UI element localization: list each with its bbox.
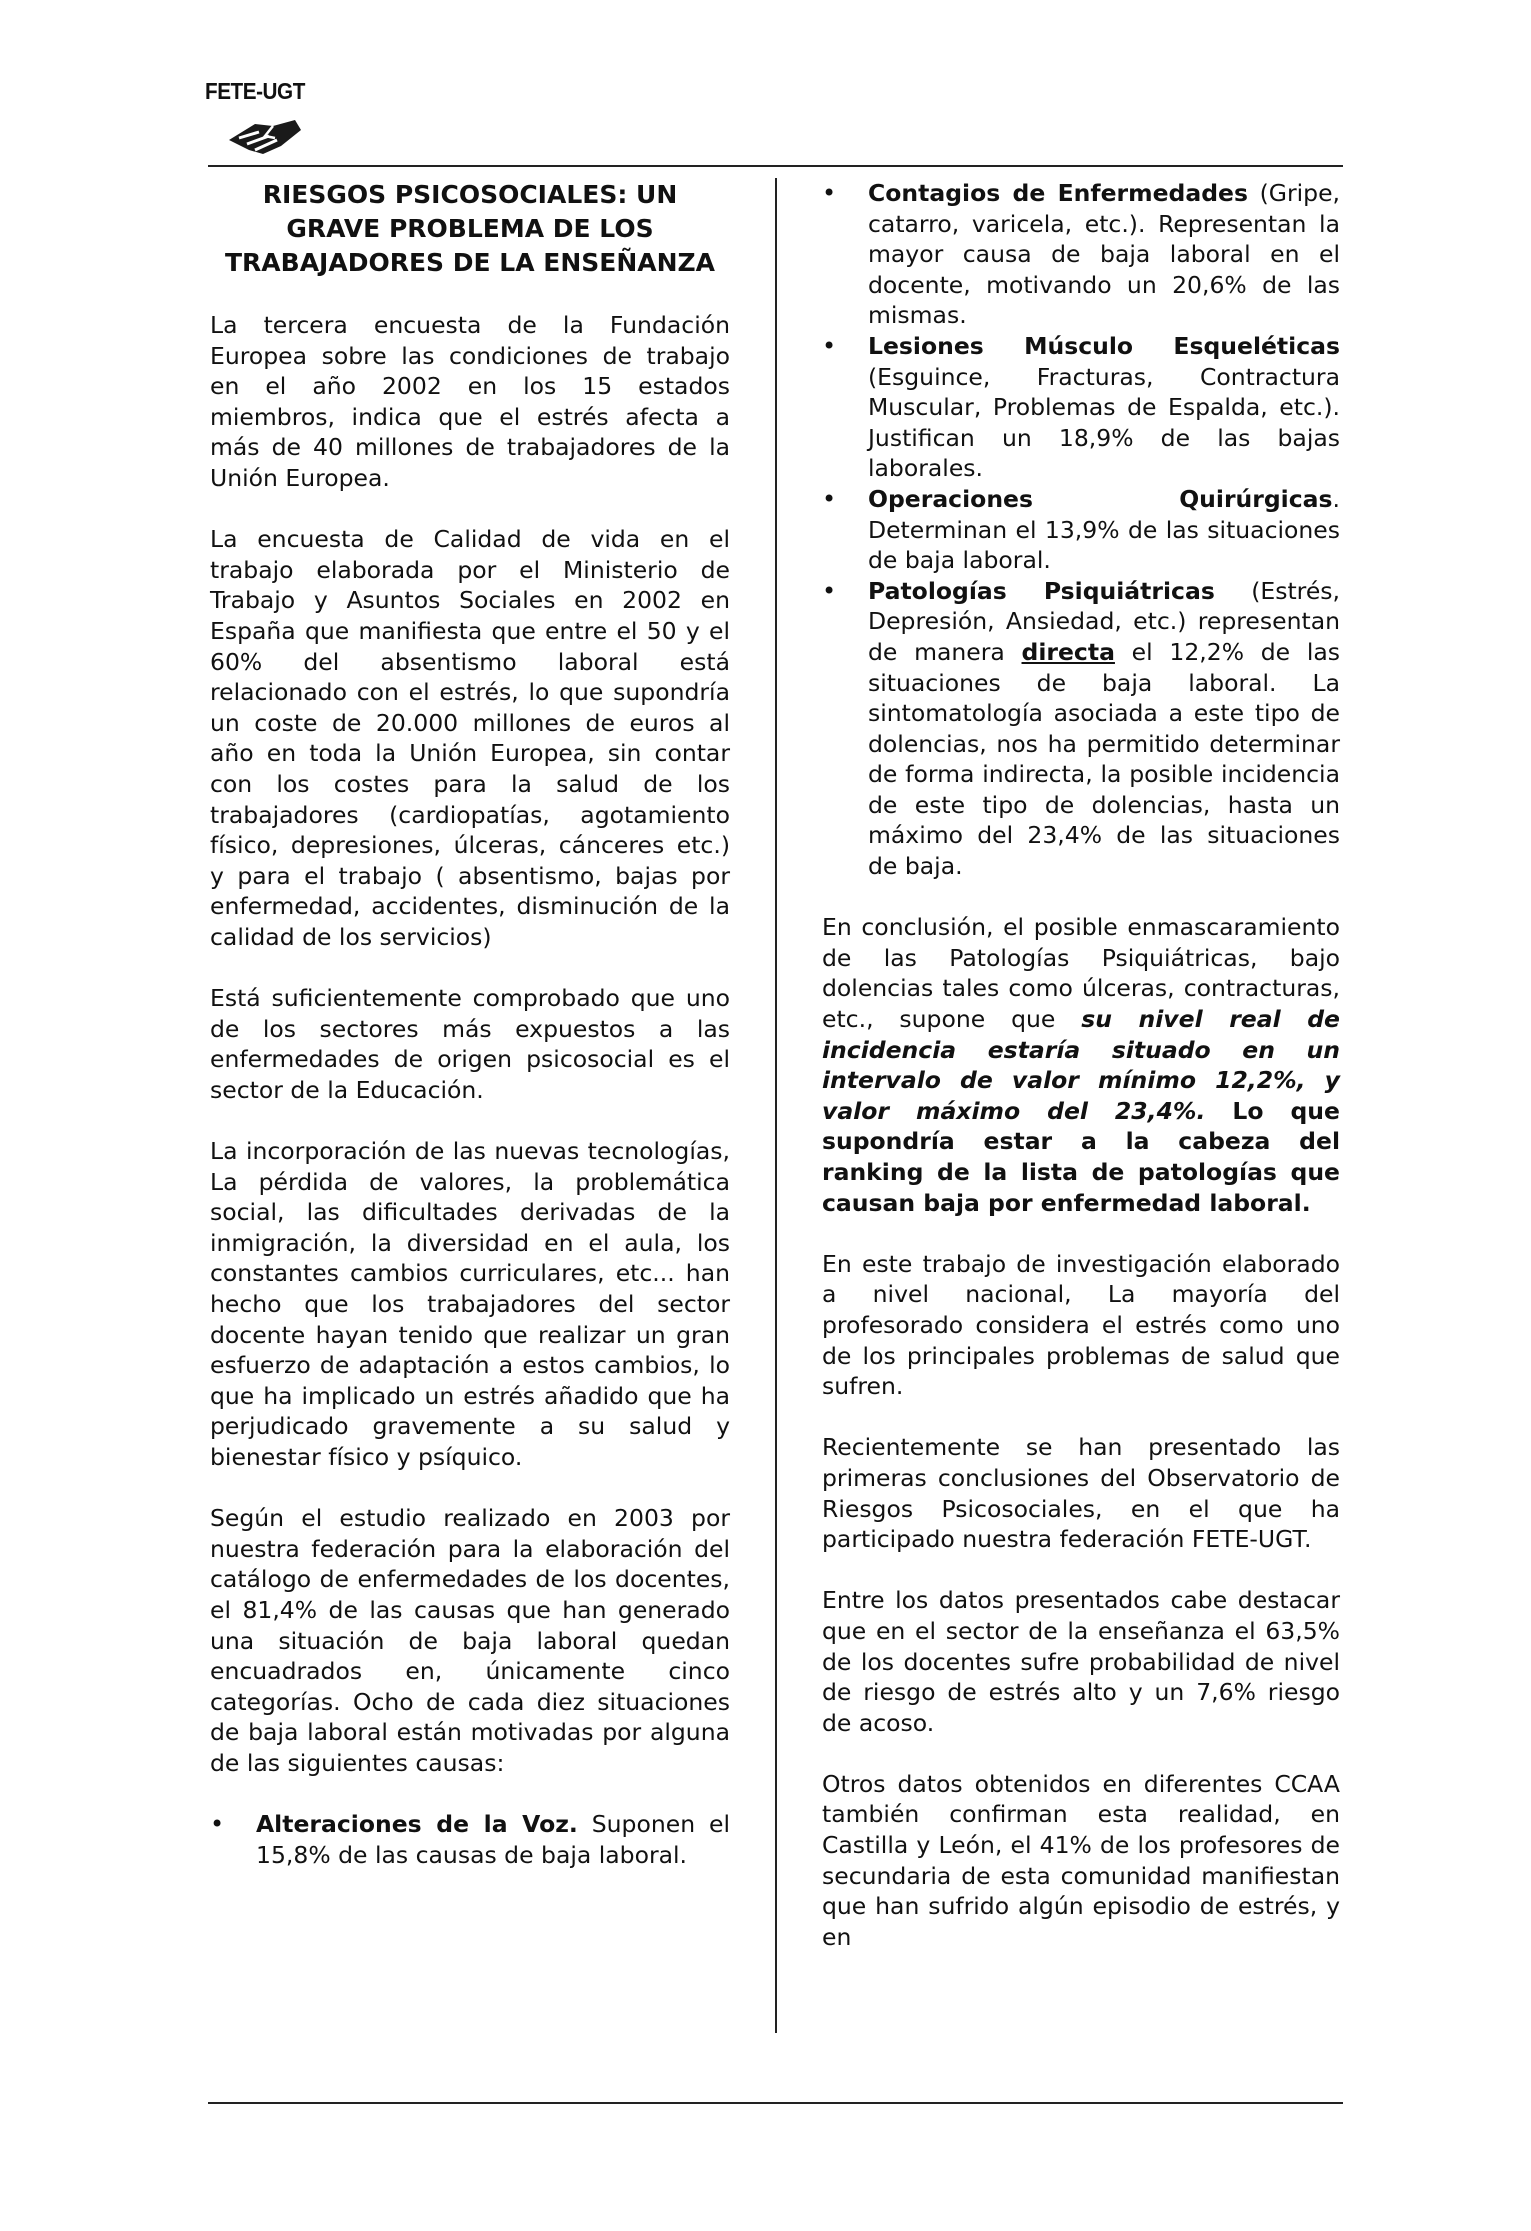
paragraph-european-survey: La tercera encuesta de la Fundación Europea sobre las condiciones de trabajo en el año 2002 en los 15 estados miembros, indica que el estrés afecta a más de 40 millones de trabajadores de la Unión Europea.	[210, 311, 730, 492]
cause-title-part-a: • Operaciones	[868, 484, 1033, 513]
article-title: RIESGOS PSICOSOCIALES: UN GRAVE PROBLEMA DE LOS TRABAJADORES DE LA ENSEÑANZA	[224, 180, 715, 277]
cause-text: (Esguince, Fracturas, Contractura Muscular, Problemas de Espalda, etc.). Justifican un 18,9% de las bajas laborales.	[868, 362, 1340, 483]
logo-text: FETE-UGT	[205, 78, 305, 104]
conclusion-intro: En conclusión, el posible enmascaramiento de las Patologías Psiquiátricas, bajo dolencias tales como úlceras, contracturas, etc., supone que	[822, 913, 1340, 1034]
cause-title: Alteraciones de la Voz.	[256, 1810, 578, 1839]
paragraph-national-research: En este trabajo de investigación elaborado a nivel nacional, La mayoría del profesorado considera el estrés como uno de los principales problemas de salud que sufren.	[822, 1249, 1340, 1401]
header-rule	[208, 165, 1343, 167]
list-item-psychiatric	[822, 576, 1340, 882]
cause-title: Patologías Psiquiátricas	[868, 576, 1215, 605]
list-item-surgery	[822, 484, 1340, 576]
paragraph-ccaa-data: Otros datos obtenidos en diferentes CCAA también confirman esta realidad, en Castilla y León, el 41% de los profesores de secundaria de esta comunidad manifiestan que han sufrido algún episodio de estrés, y en	[822, 1769, 1340, 1951]
cause-title-part-b-wrap	[1179, 484, 1340, 515]
footer-rule	[208, 2102, 1343, 2104]
paragraph-conclusion	[822, 912, 1340, 1218]
paragraph-federation-study: Según el estudio realizado en 2003 por nuestra federación para la elaboración del catálogo de enfermedades de los docentes, el 81,4% de las causas que han generado una situación de baja laboral quedan encuadrados en, únicamente cinco categorías. Ocho de cada diez situaciones de baja laboral están motivadas por alguna de las siguientes causas:	[210, 1504, 730, 1777]
column-divider	[775, 178, 777, 2033]
fete-ugt-logo	[205, 78, 335, 168]
list-item-voice	[210, 1809, 730, 1870]
paragraph-data-presented: Entre los datos presentados cabe destacar que en el sector de la enseñanza el 63,5% de los docentes sufre probabilidad de nivel de riesgo de estrés alto y un 7,6% riesgo de acoso.	[822, 1586, 1340, 1737]
handshake-icon	[225, 110, 305, 160]
cause-text: Suponen el 15,8% de las causas de baja laboral.	[256, 1810, 730, 1869]
list-item-musculoskeletal	[822, 331, 1340, 484]
causes-list-right	[822, 178, 1340, 882]
cause-text: (Gripe, catarro, varicela, etc.). Representan la mayor causa de baja laboral en el docente, motivando un 20,6% de las mismas.	[868, 179, 1340, 330]
paragraph-quality-survey: La encuesta de Calidad de vida en el trabajo elaborada por el Ministerio de Trabajo y Asuntos Sociales en 2002 en España que manifiesta que entre el 50 y el 60% del absentismo laboral está relacionado con el estrés, lo que supondría un coste de 20.000 millones de euros al año en toda la Unión Europea, sin contar con los costes para la salud de los trabajadores (cardiopatías, agotamiento físico, depresiones, úlceras, cánceres etc.) y para el trabajo ( absentismo, bajas por enfermedad, accidentes, disminución de la calidad de los servicios)	[210, 525, 730, 951]
conclusion-emphasis: su nivel real de incidencia estaría situado en un intervalo de valor mínimo 12,2%, y valor máximo del 23,4%.	[822, 1005, 1340, 1125]
cause-text-a: (Estrés, Depresión, Ansiedad, etc.) representan de manera	[868, 576, 1341, 666]
cause-emphasis: directa	[1021, 637, 1115, 666]
paragraph-new-technologies: La incorporación de las nuevas tecnologías, La pérdida de valores, la problemática social, las dificultades derivadas de la inmigración, la diversidad en el aula, los constantes cambios curriculares, etc... han hecho que los trabajadores del sector docente hayan tenido que realizar un gran esfuerzo de adaptación a estos cambios, lo que ha implicado un estrés añadido que ha perjudicado gravemente a su salud y bienestar físico y psíquico.	[210, 1137, 730, 1471]
left-column	[210, 178, 730, 1901]
cause-title: Lesiones Músculo Esqueléticas	[868, 331, 1340, 360]
cause-title-row	[868, 484, 1340, 515]
conclusion-bold: Lo que supondría estar a la cabeza del ranking de la lista de patologías que causan baja por enfermedad laboral.	[822, 1096, 1340, 1217]
list-item-contagions	[822, 178, 1340, 331]
paragraph-observatory: Recientemente se han presentado las primeras conclusiones del Observatorio de Riesgos Psicosociales, en el que ha participado nuestra federación FETE-UGT.	[822, 1433, 1340, 1554]
cause-title-part-b: Quirúrgicas	[1179, 484, 1333, 513]
cause-title: Contagios de Enfermedades	[868, 179, 1248, 207]
causes-list-left	[210, 1809, 730, 1870]
cause-title-dot: .	[1332, 484, 1340, 513]
paragraph-education-sector: Está suficientemente comprobado que uno de los sectores más expuestos a las enfermedades de origen psicosocial es el sector de la Educación.	[210, 984, 730, 1104]
cause-text: Determinan el 13,9% de las situaciones de baja laboral.	[868, 515, 1340, 575]
right-column	[822, 178, 1340, 1983]
cause-text-b: el 12,2% de las situaciones de baja laboral. La sintomatología asociada a este tipo de dolencias, nos ha permitido determinar de forma indirecta, la posible incidencia de este tipo de dolencias, hasta un máximo del 23,4% de las situaciones de baja.	[868, 637, 1340, 881]
